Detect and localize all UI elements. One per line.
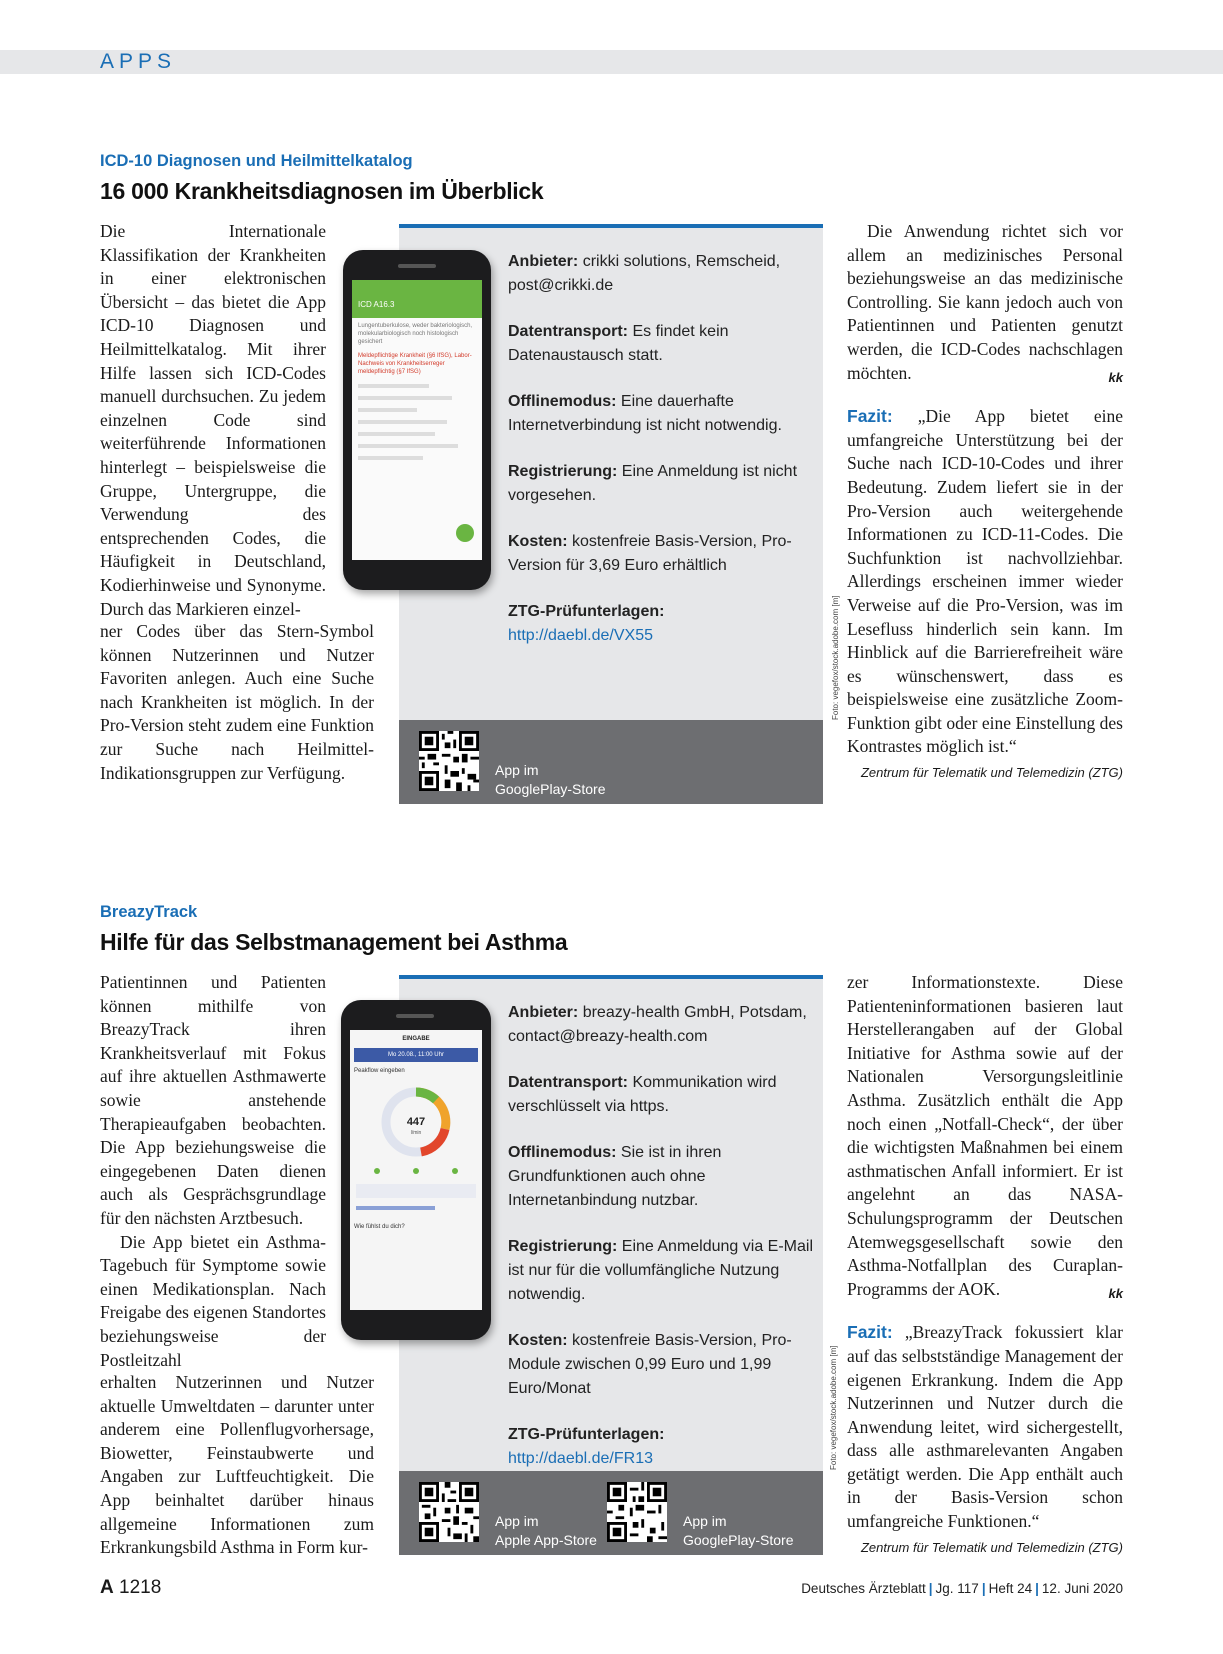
info-offlinemodus: Offlinemodus: Sie ist in ihren Grundfunktionen auch ohne Internetanbindung nutzbar. bbox=[508, 1144, 722, 1209]
article2-phone-image bbox=[341, 1000, 491, 1340]
article2-col1-text-b: Die App bietet ein Asthma-Tagebuch für Symptome sowie einen Medikationsplan. Nach Freigabe des eigenen Standortes beziehungsweise der Postleitzahl bbox=[100, 1231, 326, 1370]
article1-store-label[interactable]: App im GooglePlay-Store bbox=[495, 762, 606, 797]
phone-screen bbox=[352, 280, 482, 560]
phone-peak-label: Peakflow eingeben bbox=[354, 1068, 405, 1074]
article2-headline: Hilfe für das Selbstmanagement bei Asthma bbox=[100, 929, 568, 955]
ztg-link[interactable]: http://daebl.de/FR13 bbox=[508, 1450, 653, 1467]
phone-question: Wie fühlst du dich? bbox=[354, 1224, 405, 1230]
peakflow-gauge-icon bbox=[376, 1082, 456, 1162]
article1-source: Zentrum für Telematik und Telemedizin (ZTG) bbox=[860, 765, 1123, 781]
info-datentransport: Datentransport: Es findet kein Datenaustausch statt. bbox=[508, 323, 729, 364]
article1-kicker: ICD-10 Diagnosen und Heilmittelkatalog bbox=[100, 152, 413, 170]
info-datentransport: Datentransport: Kommunikation wird verschlüsselt via https. bbox=[508, 1074, 777, 1115]
phone-content bbox=[352, 318, 482, 464]
journal-name: Deutsches Ärzteblatt bbox=[801, 1581, 926, 1596]
info-offlinemodus: Offlinemodus: Eine dauerhafte Internetverbindung ist nicht notwendig. bbox=[508, 393, 782, 434]
article1-info-list bbox=[508, 250, 813, 670]
info-anbieter: Anbieter: breazy-health GmbH, Potsdam, contact@breazy-health.com bbox=[508, 1004, 807, 1045]
info-kosten: Kosten: kostenfreie Basis-Version, Pro-Version für 3,69 Euro erhältlich bbox=[508, 533, 792, 574]
page-number: A 1218 bbox=[100, 1577, 162, 1598]
article2-source: Zentrum für Telematik und Telemedizin (ZTG) bbox=[860, 1539, 1123, 1555]
article1-author: kk bbox=[1108, 369, 1123, 385]
info-ztg: ZTG-Prüfunterlagen: http://daebl.de/FR13 bbox=[508, 1426, 665, 1467]
article1-col1-text-b: ner Codes über das Stern-Symbol können Nutzerinnen und Nutzer Favoriten anlegen. Auch eine Suche nach Krankheiten ist möglich. In der Pro-Version steht zudem eine Funktion zur Suche nach Heilmittel-Indikationsgruppen zur Verfügung. bbox=[100, 621, 374, 783]
article1-col1-bottom bbox=[100, 620, 374, 785]
article1-fazit-label: Fazit: bbox=[847, 406, 893, 427]
article2-photo-credit: Foto: vegefox/stock.adobe.com [m] bbox=[829, 1345, 838, 1470]
article1-phone-image bbox=[343, 250, 491, 590]
journal-date: 12. Juni 2020 bbox=[1041, 1581, 1123, 1596]
info-registrierung: Registrierung: Eine Anmeldung via E-Mail ist nur für die vollumfängliche Nutzung notwendig. bbox=[508, 1238, 814, 1303]
journal-issue: Heft 24 bbox=[988, 1581, 1033, 1596]
article2-col2 bbox=[847, 971, 1123, 1559]
article1-col2 bbox=[847, 220, 1123, 785]
article2-store-label-google[interactable]: App im GooglePlay-Store bbox=[683, 1513, 794, 1548]
article1-col1-text-a: Die Internationale Klassifikation der Krankheiten in einer elektronischen Übersicht – das bietet die App ICD-10 Diagnosen und Heilmittelkatalog. Mit ihrer Hilfe lassen sich ICD-Codes manuell durchsuchen. Zu jedem einzelnen Code sind weiterführende Informationen hinterlegt – beispielsweise die Gruppe, Untergruppe, die Verwendung des entsprechenden Codes, die Häufigkeit in Deutschland, Kodierhinweise und Synonyme. Durch das Markieren einzel- bbox=[100, 221, 326, 619]
journal-volume: Jg. 117 bbox=[935, 1581, 979, 1596]
info-kosten: Kosten: kostenfreie Basis-Version, Pro-Module zwischen 0,99 Euro und 1,99 Euro/Monat bbox=[508, 1332, 792, 1397]
ztg-link[interactable]: http://daebl.de/VX55 bbox=[508, 627, 653, 644]
article1-headline: 16 000 Krankheitsdiagnosen im Überblick bbox=[100, 178, 544, 204]
qr-code-icon[interactable] bbox=[419, 731, 479, 791]
phone-warning: Meldepflichtige Krankheit (§6 IfSG), Labor-Nachweis von Krankheitserreger meldepflichtig (§7 IfSG) bbox=[358, 353, 472, 375]
article1-col2-text: Die Anwendung richtet sich vor allem an medizinisches Personal beziehungsweise an das medizinische Controlling. Sie kann jedoch auch von Patientinnen und Patienten genutzt werden, die ICD-Codes nachschlagen möchten. bbox=[847, 221, 1123, 383]
article2-store-strip bbox=[399, 1471, 823, 1555]
info-registrierung: Registrierung: Eine Anmeldung ist nicht vorgesehen. bbox=[508, 463, 798, 504]
phone-value: 447 bbox=[406, 1116, 426, 1128]
article2-fazit-label: Fazit: bbox=[847, 1322, 893, 1343]
phone-date-bar: Mo 20.08., 11:00 Uhr bbox=[354, 1048, 478, 1062]
journal-info: Deutsches Ärzteblatt | Jg. 117 | Heft 24 | 12. Juni 2020 bbox=[801, 1581, 1123, 1596]
info-anbieter: Anbieter: crikki solutions, Remscheid, post@crikki.de bbox=[508, 253, 781, 294]
article1-store-strip bbox=[399, 720, 823, 804]
phone-fab-icon bbox=[456, 524, 474, 542]
article2-col1-top bbox=[100, 971, 326, 1372]
phone-dots bbox=[350, 1162, 482, 1174]
qr-code-icon[interactable] bbox=[419, 1482, 479, 1542]
article2-author: kk bbox=[1108, 1285, 1123, 1301]
article2-info-list bbox=[508, 1001, 813, 1493]
phone-title: EINGABE bbox=[402, 1036, 430, 1042]
phone-screen bbox=[350, 1030, 482, 1310]
phone-speaker bbox=[398, 264, 436, 268]
article1-fazit: „Die App bietet eine umfangreiche Unterstützung bei der Suche nach ICD-10-Codes und ihrer Bedeutung. Zudem liefert sie in der Pro-Version auch weitergehende Informationen zu ICD-11-Codes. Die Suchfunktion ist nachvollziehbar. Allerdings erscheinen immer wieder Verweise auf die Pro-Version, was im Lesefluss hinderlich sein kann. Im Hinblick auf die Barrierefreiheit wäre es wünschenswert, dass es beispielsweise eine zusätzliche Zoom-Funktion gibt oder eine Einstellung des Kontrastes möglich ist.“ bbox=[847, 406, 1123, 757]
phone-title: ICD A16.3 bbox=[358, 300, 395, 309]
qr-code-icon[interactable] bbox=[607, 1482, 667, 1542]
article2-col2-text: zer Informationstexte. Diese Patienteninformationen basieren laut Herstellerangaben auf der Global Initiative for Asthma sowie auf der Nationalen Versorgungsleitlinie Asthma. Zusätzlich enthält die App noch einen „Notfall-Check“, der über die wichtigsten Maßnahmen bei einem asthmatischen Anfall informiert. Er ist angelehnt an das NASA-Schulungsprogramm der Deutschen Atemwegsgesellschaft sowie den Asthma-Notfallplan des Curaplan-Programms der AOK. bbox=[847, 972, 1123, 1299]
article2-col1-text-c: erhalten Nutzerinnen und Nutzer aktuelle Umweltdaten – darunter unter anderem eine Pollenflugvorhersage, Biowetter, Feinstaubwerte und Angaben zur Luftfeuchtigkeit. Die App beinhaltet darüber hinaus allgemeine Informationen zum Erkrankungsbild Asthma in Form kur- bbox=[100, 1372, 374, 1558]
phone-speaker bbox=[396, 1014, 434, 1018]
section-band bbox=[0, 50, 1223, 74]
info-ztg: ZTG-Prüfunterlagen: http://daebl.de/VX55 bbox=[508, 603, 665, 644]
phone-unit: l/min bbox=[410, 1130, 422, 1136]
article1-photo-credit: Foto: vegefox/stock.adobe.com [m] bbox=[831, 595, 840, 720]
article2-fazit: „BreazyTrack fokussiert klar auf das selbstständige Management der eigenen Erkrankung. Indem die App Nutzerinnen und Nutzer durch die Anwendung leitet, wird sichergestellt, dass alle asthmarelevanten Angaben getätigt werden. Die App enthält auch in der Basis-Version schon umfangreiche Funktionen.“ bbox=[847, 1322, 1123, 1532]
phone-text: Lungentuberkulose, weder bakteriologisch, molekularbiologisch noch histologisch gesichert bbox=[358, 323, 473, 345]
article1-col1-top bbox=[100, 220, 326, 621]
article2-store-label-apple[interactable]: App im Apple App-Store bbox=[495, 1513, 597, 1548]
section-label: APPS bbox=[100, 50, 177, 73]
phone-appbar bbox=[352, 280, 482, 318]
article2-col1-bottom bbox=[100, 1371, 374, 1560]
article2-col1-text-a: Patientinnen und Patienten können mithilfe von BreazyTrack ihren Krankheitsverlauf mit Fokus auf ihre aktuellen Asthmawerte sowie anstehende Therapieaufgaben beobachten. Die App beziehungsweise die eingegebenen Daten dienen auch als Gesprächsgrundlage für den nächsten Arztbesuch. bbox=[100, 972, 326, 1228]
article2-kicker: BreazyTrack bbox=[100, 903, 198, 921]
